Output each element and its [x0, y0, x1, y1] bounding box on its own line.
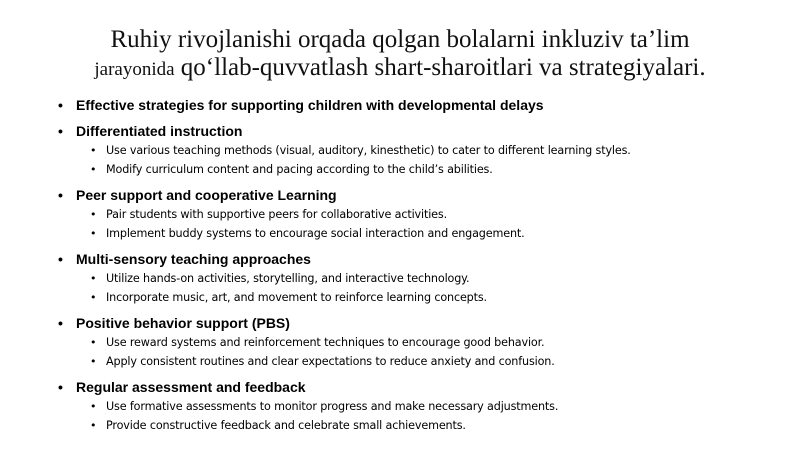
- bullet-dot: •: [90, 208, 97, 221]
- bullet-dot: •: [90, 144, 97, 157]
- section-heading-text: Multi-sensory teaching approaches: [76, 251, 311, 267]
- section-heading: [58, 121, 778, 141]
- sub-item: [90, 397, 778, 416]
- sub-item: [90, 224, 778, 243]
- sub-item: [90, 160, 778, 179]
- section: [58, 95, 778, 115]
- sub-list: [58, 269, 778, 307]
- sub-item-text: Provide constructive feedback and celebrate small achievements.: [106, 419, 466, 432]
- bullet-dot: •: [58, 315, 63, 331]
- sub-item-text: Apply consistent routines and clear expectations to reduce anxiety and confusion.: [106, 355, 555, 368]
- section-heading-text: Differentiated instruction: [76, 123, 243, 139]
- sub-item-text: Use reward systems and reinforcement techniques to encourage good behavior.: [106, 336, 545, 349]
- sub-item-text: Incorporate music, art, and movement to reinforce learning concepts.: [106, 291, 487, 304]
- bullet-dot: •: [90, 336, 97, 349]
- section: [58, 121, 778, 179]
- sub-item-text: Utilize hands-on activities, storytelling, and interactive technology.: [106, 272, 470, 285]
- sub-list: [58, 205, 778, 243]
- section-heading: [58, 95, 778, 115]
- section-heading-text: Peer support and cooperative Learning: [76, 187, 337, 203]
- bullet-dot: •: [58, 379, 63, 395]
- section-heading: [58, 249, 778, 269]
- section-list: [58, 95, 778, 435]
- title-line-2: [40, 54, 760, 84]
- bullet-dot: •: [90, 400, 97, 413]
- bullet-dot: •: [58, 123, 63, 139]
- bullet-dot: •: [90, 419, 97, 432]
- bullet-list: [58, 95, 778, 441]
- sub-list: [58, 333, 778, 371]
- section-heading-text: Positive behavior support (PBS): [76, 315, 290, 331]
- section: [58, 185, 778, 243]
- section: [58, 377, 778, 435]
- title-line-2-lead: jarayonida: [94, 59, 175, 80]
- sub-item: [90, 269, 778, 288]
- title-line-1: Ruhiy rivojlanishi orqada qolgan bolalarni inkluziv ta’lim: [110, 26, 690, 53]
- sub-item: [90, 288, 778, 307]
- sub-item-text: Use various teaching methods (visual, auditory, kinesthetic) to cater to different learning styles.: [106, 144, 631, 157]
- bullet-dot: •: [90, 272, 97, 285]
- sub-item: [90, 141, 778, 160]
- bullet-dot: •: [58, 187, 63, 203]
- sub-item: [90, 416, 778, 435]
- section: [58, 313, 778, 371]
- sub-item: [90, 205, 778, 224]
- sub-item-text: Pair students with supportive peers for collaborative activities.: [106, 208, 447, 221]
- sub-item-text: Use formative assessments to monitor progress and make necessary adjustments.: [106, 400, 559, 413]
- section-heading: [58, 377, 778, 397]
- title-line-2-rest: qo‘llab-quvvatlash shart-sharoitlari va strategiyalari.: [174, 54, 706, 81]
- section-heading-text: Effective strategies for supporting children with developmental delays: [76, 97, 544, 113]
- slide-title: [40, 26, 760, 84]
- bullet-dot: •: [58, 97, 63, 113]
- sub-item: [90, 333, 778, 352]
- bullet-dot: •: [90, 163, 97, 176]
- bullet-dot: •: [58, 251, 63, 267]
- section: [58, 249, 778, 307]
- sub-item-text: Modify curriculum content and pacing according to the child’s abilities.: [106, 163, 493, 176]
- sub-item: [90, 352, 778, 371]
- sub-list: [58, 141, 778, 179]
- sub-item-text: Implement buddy systems to encourage social interaction and engagement.: [106, 227, 525, 240]
- section-heading-text: Regular assessment and feedback: [76, 379, 306, 395]
- bullet-dot: •: [90, 355, 97, 368]
- bullet-dot: •: [90, 291, 97, 304]
- bullet-dot: •: [90, 227, 97, 240]
- sub-list: [58, 397, 778, 435]
- section-heading: [58, 185, 778, 205]
- section-heading: [58, 313, 778, 333]
